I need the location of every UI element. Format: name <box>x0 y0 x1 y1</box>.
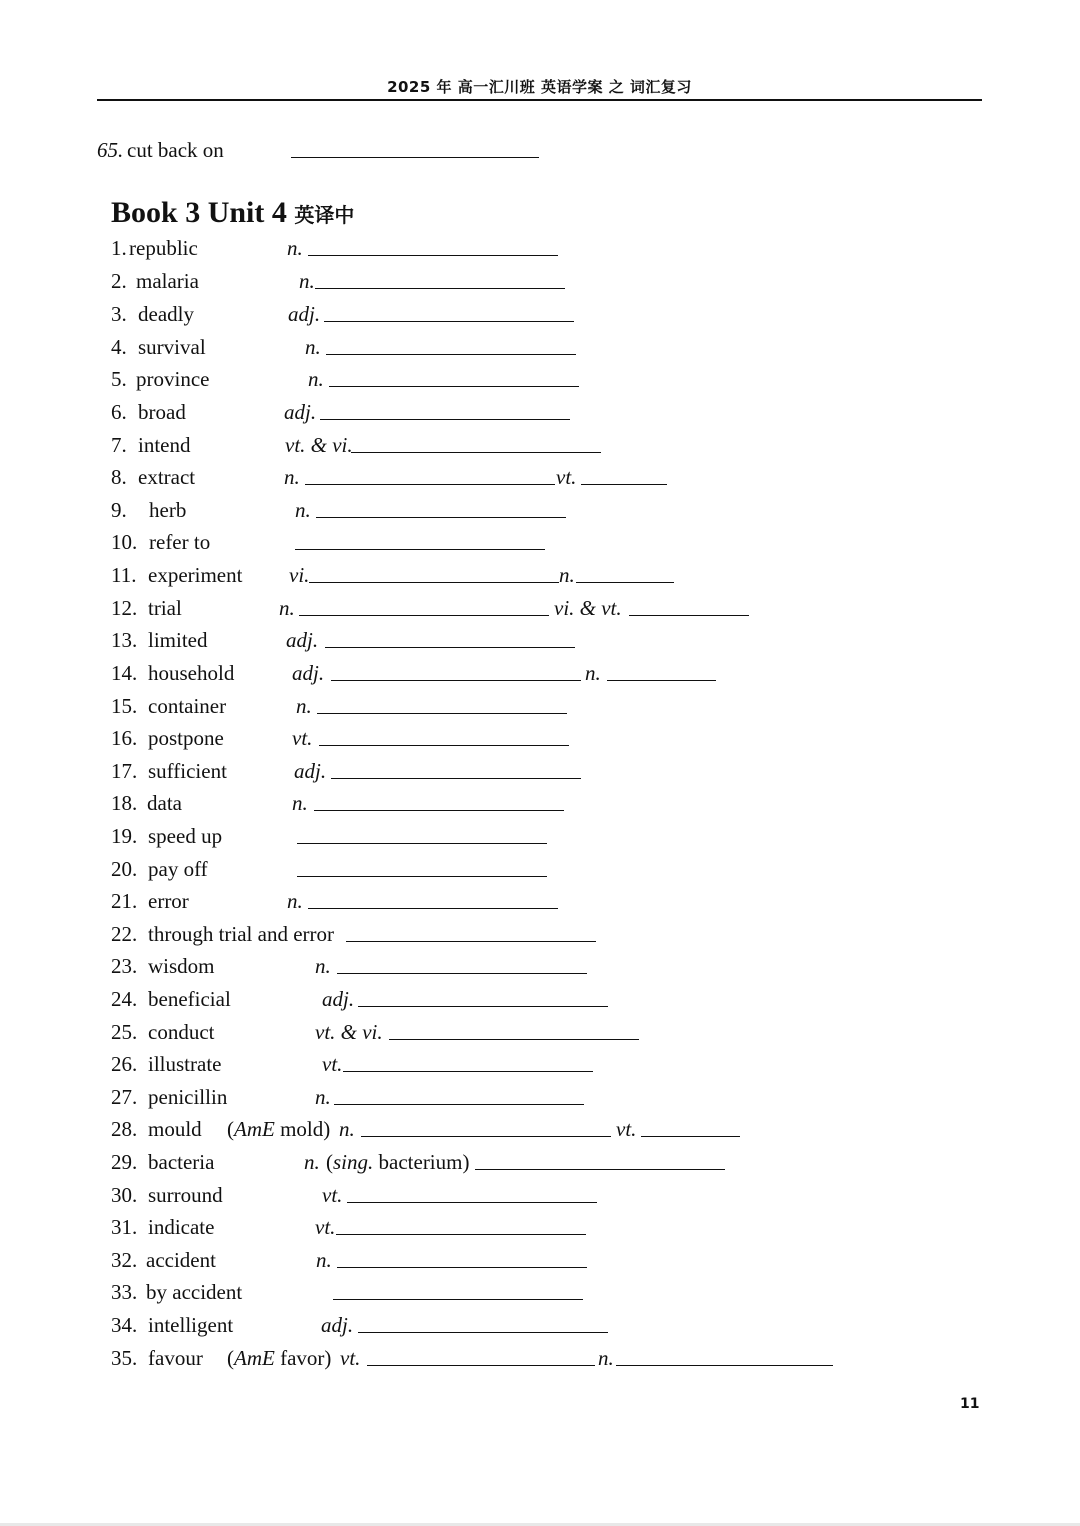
answer-blank[interactable] <box>334 1082 584 1113</box>
part-of-speech: vt. <box>292 726 313 750</box>
answer-blank-2[interactable] <box>616 1343 833 1374</box>
vocab-row <box>0 1212 1080 1242</box>
answer-blank-2[interactable] <box>641 1114 740 1145</box>
vocab-row <box>0 951 1080 981</box>
answer-blank[interactable] <box>337 951 587 982</box>
item-word: wisdom <box>148 954 215 978</box>
part-of-speech-2: vt. <box>556 465 577 489</box>
part-of-speech: vt. & vi. <box>285 433 353 457</box>
item-word: survival <box>138 335 206 359</box>
item-number: 9. <box>111 498 127 522</box>
part-of-speech: n. <box>295 498 311 522</box>
item-word: sufficient <box>148 759 227 783</box>
answer-blank[interactable] <box>305 462 555 493</box>
item-number: 23. <box>111 954 138 978</box>
item-number: 34. <box>111 1313 138 1337</box>
vocab-row <box>0 854 1080 884</box>
item-number: 11. <box>111 563 137 587</box>
part-of-speech: n. <box>316 1248 332 1272</box>
item-number: 4. <box>111 335 127 359</box>
item-word: speed up <box>148 824 223 848</box>
part-of-speech: n. <box>315 1085 331 1109</box>
answer-blank[interactable] <box>475 1147 725 1178</box>
answer-blank[interactable] <box>297 821 547 852</box>
answer-blank[interactable] <box>346 919 596 950</box>
answer-blank[interactable] <box>319 723 569 754</box>
vocab-row <box>0 430 1080 460</box>
answer-blank[interactable] <box>309 560 559 591</box>
vocab-row <box>0 1180 1080 1210</box>
vocab-row <box>0 1114 1080 1144</box>
item-number: 8. <box>111 465 127 489</box>
item-word: broad <box>138 400 186 424</box>
item-word: mould <box>148 1117 202 1141</box>
answer-blank[interactable] <box>358 1310 608 1341</box>
answer-blank[interactable] <box>315 266 565 297</box>
item-number: 20. <box>111 857 138 881</box>
vocab-row <box>0 919 1080 949</box>
answer-blank[interactable] <box>325 625 575 656</box>
vocab-row <box>0 1277 1080 1307</box>
answer-blank[interactable] <box>316 495 566 526</box>
item-number: 24. <box>111 987 138 1011</box>
item-number: 16. <box>111 726 138 750</box>
item-word: cut back on <box>127 138 224 162</box>
vocab-row <box>0 1147 1080 1177</box>
answer-blank-2[interactable] <box>629 593 749 624</box>
part-of-speech: vt. <box>315 1215 336 1239</box>
part-of-speech: vi. <box>289 563 310 587</box>
answer-blank[interactable] <box>320 397 570 428</box>
answer-blank[interactable] <box>326 332 576 363</box>
item-number: 2. <box>111 269 127 293</box>
item-word: herb <box>149 498 187 522</box>
item-word: pay off <box>148 857 208 881</box>
vocab-row <box>0 233 1080 263</box>
item-word: data <box>147 791 182 815</box>
part-of-speech: vt. <box>322 1183 343 1207</box>
answer-blank[interactable] <box>291 135 539 166</box>
section-title: Book 3 Unit 4 英译中 <box>111 196 355 229</box>
item-number: 7. <box>111 433 127 457</box>
answer-blank[interactable] <box>343 1049 593 1080</box>
item-number: 13. <box>111 628 138 652</box>
item-number: 18. <box>111 791 138 815</box>
vocab-row <box>0 364 1080 394</box>
part-of-speech: adj. <box>294 759 327 783</box>
part-of-speech: adj. <box>288 302 321 326</box>
vocab-row <box>0 1343 1080 1373</box>
part-of-speech: adj. <box>286 628 319 652</box>
answer-blank[interactable] <box>361 1114 611 1145</box>
item-number: 27. <box>111 1085 138 1109</box>
item-number: 33. <box>111 1280 138 1304</box>
answer-blank[interactable] <box>351 430 601 461</box>
part-of-speech: n. <box>287 889 303 913</box>
vocab-row <box>0 658 1080 688</box>
part-of-speech: n. <box>299 269 315 293</box>
part-of-speech: adj. <box>284 400 317 424</box>
part-of-speech: n. <box>304 1150 320 1174</box>
item-number: 35. <box>111 1346 138 1370</box>
part-of-speech-2: vt. <box>616 1117 637 1141</box>
item-word: illustrate <box>148 1052 222 1076</box>
answer-blank[interactable] <box>331 756 581 787</box>
item-number: 5. <box>111 367 127 391</box>
part-of-speech-2: n. <box>585 661 601 685</box>
part-of-speech: n. <box>339 1117 355 1141</box>
item-number: 32. <box>111 1248 138 1272</box>
section-subtitle: 英译中 <box>294 203 355 227</box>
part-of-speech: n. <box>279 596 295 620</box>
part-of-speech-2: vi. & vt. <box>554 596 622 620</box>
item-number: 1. <box>111 236 127 260</box>
part-of-speech: n. <box>287 236 303 260</box>
item-number: 15. <box>111 694 138 718</box>
item-number: 28. <box>111 1117 138 1141</box>
item-word: container <box>148 694 227 718</box>
item-number: 21. <box>111 889 138 913</box>
answer-blank[interactable] <box>295 527 545 558</box>
answer-blank[interactable] <box>308 886 558 917</box>
answer-blank[interactable] <box>333 1277 583 1308</box>
part-of-speech: vt. <box>340 1346 361 1370</box>
vocab-row <box>0 560 1080 590</box>
part-of-speech: n. <box>296 694 312 718</box>
answer-blank[interactable] <box>297 854 547 885</box>
item-word: trial <box>148 596 182 620</box>
item-number: 17. <box>111 759 138 783</box>
answer-blank[interactable] <box>329 364 579 395</box>
item-word: favour <box>148 1346 203 1370</box>
answer-blank[interactable] <box>314 788 564 819</box>
vocab-row <box>0 593 1080 623</box>
answer-blank[interactable] <box>331 658 581 689</box>
vocab-row <box>0 1017 1080 1047</box>
item-number: 30. <box>111 1183 138 1207</box>
singular-note: (sing. bacterium) <box>326 1150 470 1174</box>
item-word: penicillin <box>148 1085 228 1109</box>
part-of-speech: vt. <box>322 1052 343 1076</box>
vocab-row <box>0 462 1080 492</box>
answer-blank[interactable] <box>317 691 567 722</box>
vocab-row <box>0 527 1080 557</box>
vocab-row <box>0 821 1080 851</box>
part-of-speech: n. <box>292 791 308 815</box>
item-number: 29. <box>111 1150 138 1174</box>
part-of-speech-2: n. <box>598 1346 614 1370</box>
vocab-row <box>0 397 1080 427</box>
part-of-speech: n. <box>315 954 331 978</box>
vocab-row <box>0 756 1080 786</box>
answer-blank-2[interactable] <box>581 462 667 493</box>
item-word: republic <box>129 236 198 260</box>
item-word: postpone <box>148 726 224 750</box>
vocab-row <box>0 299 1080 329</box>
variant-note: (AmE mold) <box>227 1117 331 1141</box>
prev-item-row <box>0 135 1080 165</box>
vocab-row <box>0 788 1080 818</box>
part-of-speech-2: n. <box>559 563 575 587</box>
item-number: 31. <box>111 1215 138 1239</box>
answer-blank[interactable] <box>347 1180 597 1211</box>
part-of-speech: adj. <box>292 661 325 685</box>
part-of-speech: n. <box>308 367 324 391</box>
vocab-row <box>0 886 1080 916</box>
item-number: 10. <box>111 530 138 554</box>
item-word: limited <box>148 628 208 652</box>
answer-blank-2[interactable] <box>607 658 716 689</box>
item-word: conduct <box>148 1020 215 1044</box>
item-word: intend <box>138 433 191 457</box>
vocab-row <box>0 625 1080 655</box>
vocab-row <box>0 266 1080 296</box>
item-number: 12. <box>111 596 138 620</box>
answer-blank[interactable] <box>358 984 608 1015</box>
vocab-row <box>0 1245 1080 1275</box>
item-word: surround <box>148 1183 223 1207</box>
vocab-row <box>0 984 1080 1014</box>
part-of-speech: adj. <box>321 1313 354 1337</box>
item-word: refer to <box>149 530 211 554</box>
item-number: 6. <box>111 400 127 424</box>
answer-blank[interactable] <box>367 1343 595 1374</box>
vocab-row <box>0 723 1080 753</box>
item-number: 25. <box>111 1020 138 1044</box>
item-word: beneficial <box>148 987 231 1011</box>
item-word: extract <box>138 465 196 489</box>
item-word: by accident <box>146 1280 243 1304</box>
page-number: 11 <box>960 1396 980 1412</box>
vocab-row <box>0 332 1080 362</box>
answer-blank[interactable] <box>337 1245 587 1276</box>
part-of-speech: n. <box>284 465 300 489</box>
page-header: 2025 年 高一汇川班 英语学案 之 词汇复习 <box>387 78 692 96</box>
item-word: accident <box>146 1248 216 1272</box>
item-word: error <box>148 889 189 913</box>
vocab-row <box>0 1082 1080 1112</box>
item-number: 19. <box>111 824 138 848</box>
item-word: experiment <box>148 563 243 587</box>
item-word: indicate <box>148 1215 215 1239</box>
part-of-speech: n. <box>305 335 321 359</box>
vocab-row <box>0 691 1080 721</box>
item-number: 26. <box>111 1052 138 1076</box>
variant-note: (AmE favor) <box>227 1346 332 1370</box>
item-word: bacteria <box>148 1150 215 1174</box>
part-of-speech: vt. & vi. <box>315 1020 383 1044</box>
item-word: intelligent <box>148 1313 234 1337</box>
item-number: 22. <box>111 922 138 946</box>
answer-blank[interactable] <box>324 299 574 330</box>
answer-blank[interactable] <box>389 1017 639 1048</box>
vocab-row <box>0 495 1080 525</box>
item-word: province <box>136 367 210 391</box>
item-number: 3. <box>111 302 127 326</box>
item-word: through trial and error <box>148 922 335 946</box>
item-number: 14. <box>111 661 138 685</box>
item-word: deadly <box>138 302 194 326</box>
answer-blank[interactable] <box>299 593 549 624</box>
header-divider <box>97 99 982 101</box>
item-word: household <box>148 661 235 685</box>
answer-blank-2[interactable] <box>576 560 674 591</box>
item-number: 65. <box>97 138 124 162</box>
vocab-row <box>0 1310 1080 1340</box>
answer-blank[interactable] <box>336 1212 586 1243</box>
answer-blank[interactable] <box>308 233 558 264</box>
part-of-speech: adj. <box>322 987 355 1011</box>
item-word: malaria <box>136 269 199 293</box>
vocab-row <box>0 1049 1080 1079</box>
